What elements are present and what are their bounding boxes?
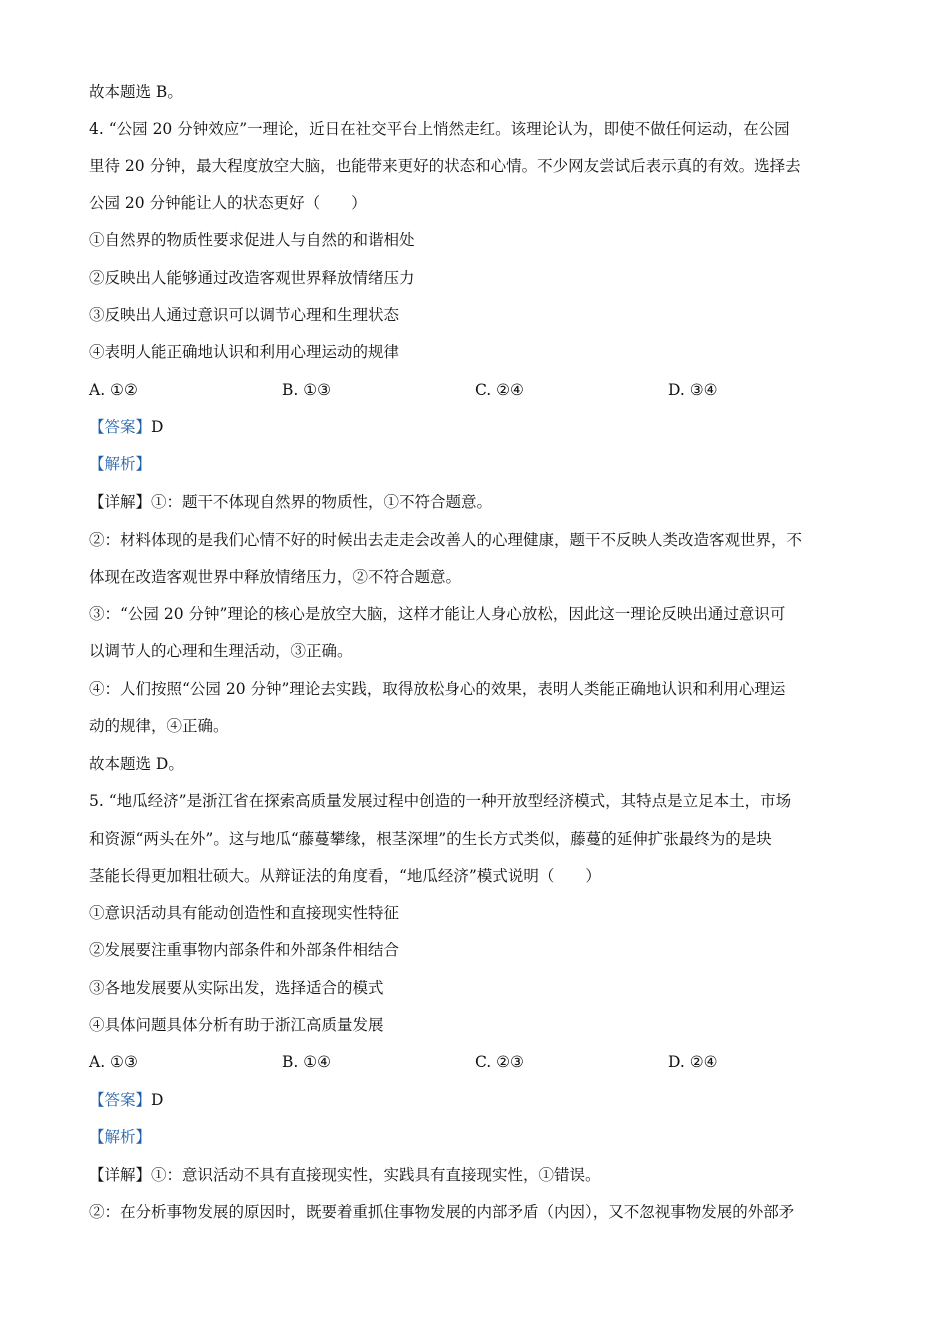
q4-option-a: A. ①② bbox=[89, 381, 138, 399]
statement-3: ③各地发展要从实际出发，选择适合的模式 bbox=[89, 979, 384, 997]
text-line: ④：人们按照“公园 20 分钟”理论去实践，取得放松身心的效果，表明人类能正确地认识和利用心理运 bbox=[89, 680, 786, 698]
q4-answer bbox=[89, 417, 860, 437]
answer-value: D bbox=[151, 1091, 164, 1109]
text-line: 茎能长得更加粗壮硕大。从辩证法的角度看，“地瓜经济”模式说明（ ） bbox=[89, 867, 601, 885]
statement-3: ③反映出人通过意识可以调节心理和生理状态 bbox=[89, 306, 400, 324]
question-4-stem: 4. “公园 20 分钟效应”一理论，近日在社交平台上悄然走红。该理论认为，即使不做任何运动，在公园 bbox=[89, 120, 790, 138]
text-line: ③：“公园 20 分钟”理论的核心是放空大脑，这样才能让人身心放松，因此这一理论反映出通过意识可 bbox=[89, 605, 786, 623]
statement-2: ②发展要注重事物内部条件和外部条件相结合 bbox=[89, 941, 400, 959]
text-line: 故本题选 D。 bbox=[89, 755, 184, 773]
text-line: 以调节人的心理和生理活动，③正确。 bbox=[89, 642, 353, 660]
statement-1: ①意识活动具有能动创造性和直接现实性特征 bbox=[89, 904, 400, 922]
answer-tag: 【答案】 bbox=[89, 1091, 152, 1109]
text-line: 和资源“两头在外”。这与地瓜“藤蔓攀缘，根茎深埋”的生长方式类似，藤蔓的延伸扩张最终为的是块 bbox=[89, 830, 772, 848]
q5-option-d: D. ②④ bbox=[668, 1053, 718, 1071]
text-line: 动的规律，④正确。 bbox=[89, 717, 229, 735]
analysis-tag: 【解析】 bbox=[89, 1128, 152, 1146]
statement-1: ①自然界的物质性要求促进人与自然的和谐相处 bbox=[89, 231, 415, 249]
text-line: ②：在分析事物发展的原因时，既要着重抓住事物发展的内部矛盾（内因），又不忽视事物发展的外部矛 bbox=[89, 1203, 795, 1221]
detail-tag: 【详解】 bbox=[89, 1166, 152, 1184]
q4-detail bbox=[89, 492, 860, 512]
q5-answer bbox=[89, 1090, 860, 1110]
text-line: ①：题干不体现自然界的物质性，①不符合题意。 bbox=[151, 493, 493, 511]
statement-2: ②反映出人能够通过改造客观世界释放情绪压力 bbox=[89, 269, 415, 287]
q5-option-b: B. ①④ bbox=[282, 1053, 332, 1071]
text-line: 公园 20 分钟能让人的状态更好（ ） bbox=[89, 194, 367, 212]
q4-option-d: D. ③④ bbox=[668, 381, 718, 399]
question-5-stem: 5. “地瓜经济”是浙江省在探索高质量发展过程中创造的一种开放型经济模式，其特点是立足本土，市场 bbox=[89, 792, 792, 810]
text-line: ①：意识活动不具有直接现实性，实践具有直接现实性，①错误。 bbox=[151, 1166, 601, 1184]
q4-option-c: C. ②④ bbox=[475, 381, 524, 399]
statement-4: ④表明人能正确地认识和利用心理运动的规律 bbox=[89, 343, 400, 361]
q5-analysis bbox=[89, 1127, 860, 1147]
statement-4: ④具体问题具体分析有助于浙江高质量发展 bbox=[89, 1016, 384, 1034]
q5-option-a: A. ①③ bbox=[89, 1053, 138, 1071]
text-line: 体现在改造客观世界中释放情绪压力，②不符合题意。 bbox=[89, 568, 462, 586]
analysis-tag: 【解析】 bbox=[89, 455, 152, 473]
q4-option-b: B. ①③ bbox=[282, 381, 332, 399]
text-line: 故本题选 B。 bbox=[89, 83, 183, 101]
answer-tag: 【答案】 bbox=[89, 418, 152, 436]
q5-option-c: C. ②③ bbox=[475, 1053, 524, 1071]
text-line: ②：材料体现的是我们心情不好的时候出去走走会改善人的心理健康，题干不反映人类改造客观世界，不 bbox=[89, 531, 803, 549]
q5-detail bbox=[89, 1165, 860, 1185]
detail-tag: 【详解】 bbox=[89, 493, 152, 511]
q4-analysis bbox=[89, 454, 860, 474]
answer-value: D bbox=[151, 418, 164, 436]
text-line: 里待 20 分钟，最大程度放空大脑，也能带来更好的状态和心情。不少网友尝试后表示真的有效。选择去 bbox=[89, 157, 801, 175]
